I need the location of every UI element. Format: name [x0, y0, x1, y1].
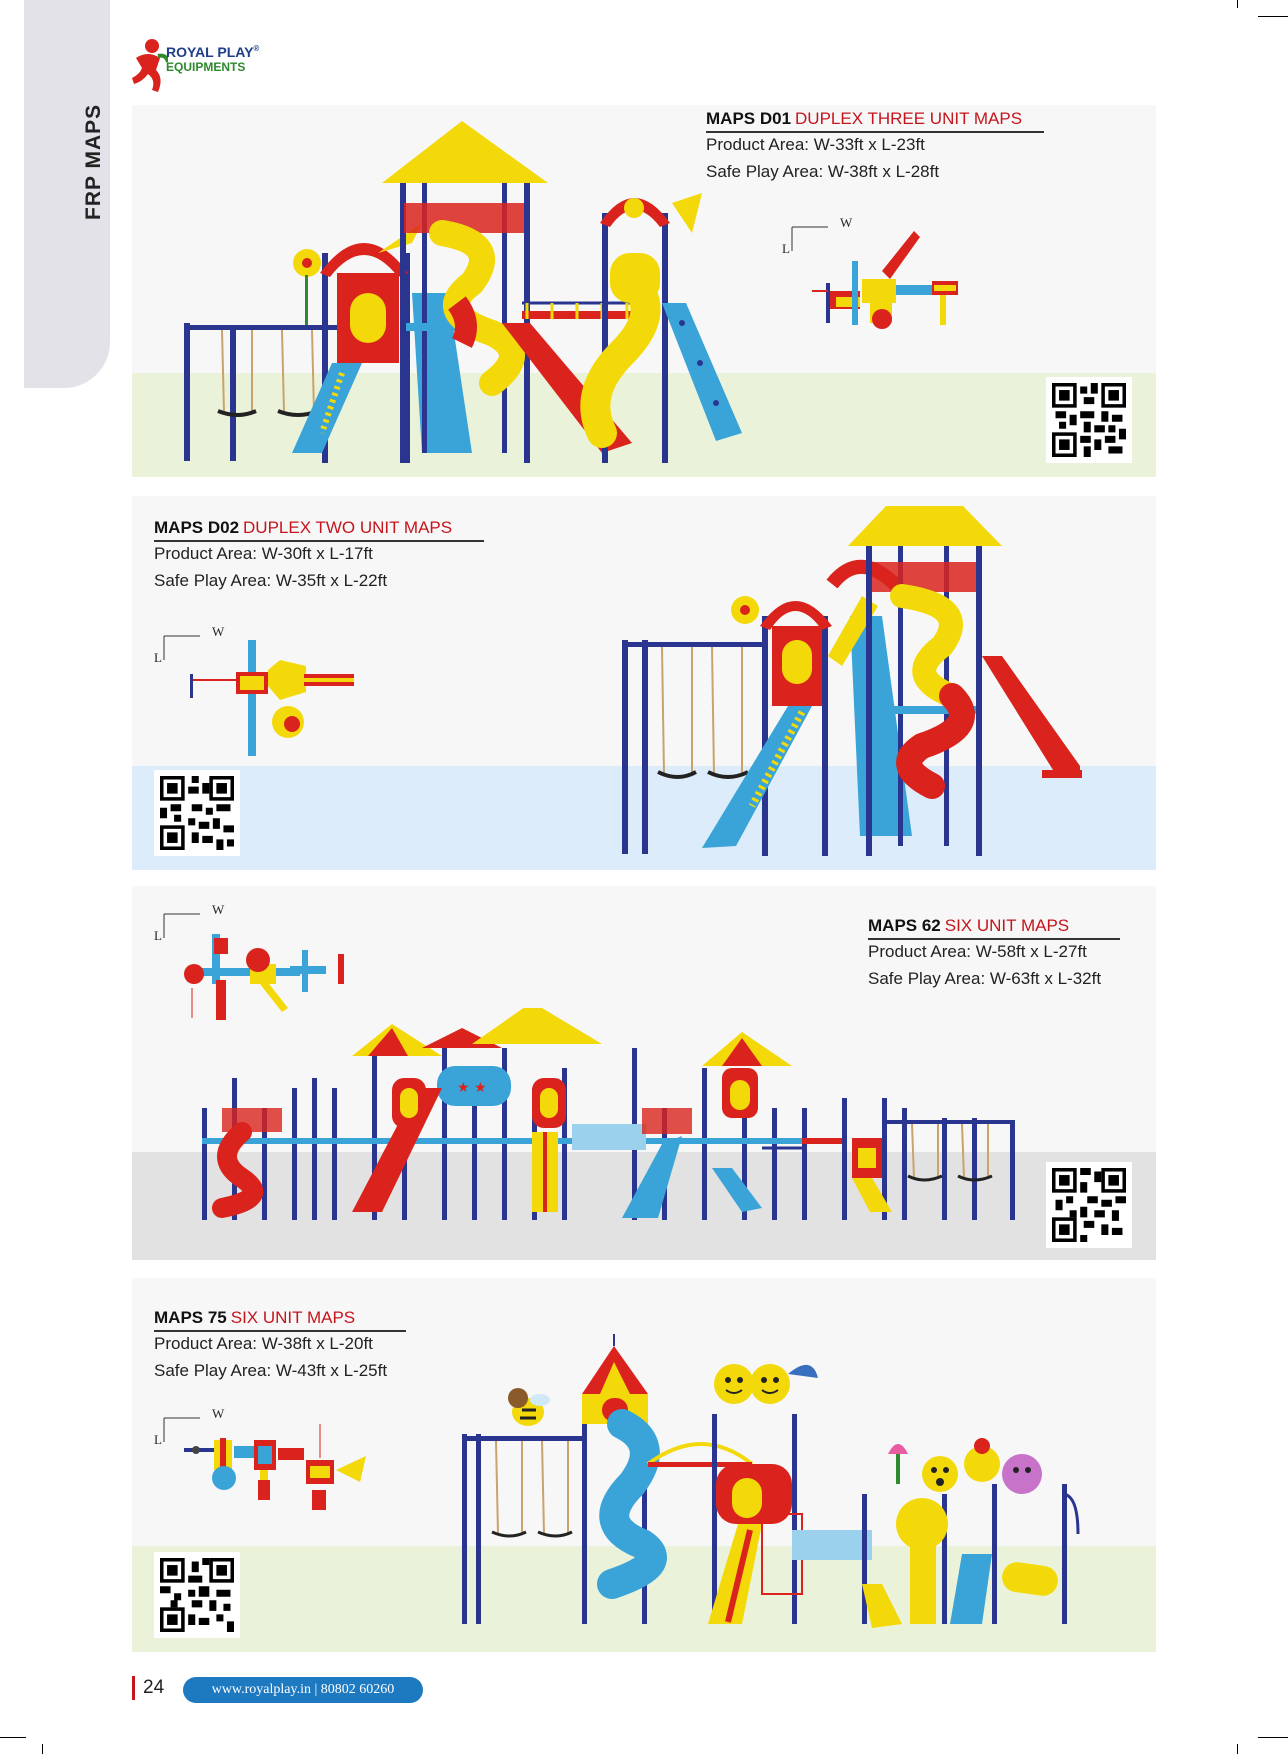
length-label: L: [154, 928, 162, 943]
qr-code[interactable]: [1046, 1162, 1132, 1248]
plan-axis-icon: [154, 630, 394, 760]
qr-code[interactable]: [154, 770, 240, 856]
product-specs: [154, 540, 387, 594]
qr-code-icon: [1052, 1168, 1126, 1242]
crop-mark: [1258, 16, 1288, 17]
width-label: W: [212, 1406, 225, 1421]
crop-mark: [1237, 1744, 1238, 1754]
product-title: [706, 109, 1022, 129]
width-label: W: [212, 624, 225, 639]
registered-mark: ®: [253, 44, 260, 53]
product-name: SIX UNIT MAPS: [944, 916, 1070, 935]
footer-contact-link[interactable]: www.royalplay.in | 80802 60260: [183, 1677, 423, 1703]
layout-plan: [782, 215, 992, 351]
product-panel-75: [132, 1278, 1156, 1652]
qr-code-icon: [160, 776, 234, 850]
svg-text:★ ★: ★ ★: [457, 1080, 487, 1096]
width-label: W: [840, 215, 853, 230]
crop-mark: [42, 1744, 43, 1754]
product-specs: [868, 938, 1101, 992]
crop-mark: [1258, 1737, 1288, 1738]
product-specs: [706, 131, 939, 185]
safe-play-area: Safe Play Area: W-38ft x L-28ft: [706, 162, 940, 181]
layout-plan: [154, 624, 364, 760]
length-label: L: [782, 241, 790, 256]
length-label: L: [154, 1432, 162, 1447]
product-area: Product Area: W-30ft x L-17ft: [154, 544, 373, 563]
safe-play-area: Safe Play Area: W-43ft x L-25ft: [154, 1361, 388, 1380]
product-name: SIX UNIT MAPS: [230, 1308, 356, 1327]
product-title: [868, 916, 1069, 936]
side-section-tab: [24, 0, 110, 388]
safe-play-area: Safe Play Area: W-35ft x L-22ft: [154, 571, 388, 590]
product-area: Product Area: W-33ft x L-23ft: [706, 135, 925, 154]
product-specs: [154, 1330, 387, 1384]
brand-subtitle: EQUIPMENTS: [166, 60, 246, 74]
product-name: DUPLEX THREE UNIT MAPS: [795, 109, 1023, 128]
product-code: MAPS D02: [154, 518, 240, 537]
crop-mark: [0, 1737, 26, 1738]
running-child-logo-icon: [128, 36, 168, 98]
safe-play-area: Safe Play Area: W-63ft x L-32ft: [868, 969, 1102, 988]
page-number: 24: [132, 1676, 164, 1700]
product-area: Product Area: W-38ft x L-20ft: [154, 1334, 373, 1353]
plan-axis-icon: [154, 1412, 394, 1542]
product-panel-d01: [132, 105, 1156, 477]
layout-plan: [154, 1406, 364, 1542]
product-panel-d02: [132, 496, 1156, 870]
product-name: DUPLEX TWO UNIT MAPS: [243, 518, 453, 537]
brand-name: ROYAL PLAY: [166, 44, 254, 60]
qr-code-icon: [1052, 383, 1126, 457]
playground-illustration: [602, 506, 1082, 870]
playground-illustration: [462, 1334, 1152, 1652]
playground-illustration: [202, 1008, 1032, 1258]
product-title: [154, 518, 452, 538]
product-area: Product Area: W-58ft x L-27ft: [868, 942, 1087, 961]
crop-mark: [1237, 0, 1238, 8]
section-label: FRP MAPS: [82, 103, 105, 220]
product-code: MAPS D01: [706, 109, 792, 128]
length-label: L: [154, 650, 162, 665]
product-title: [154, 1308, 355, 1328]
brand-logo: [128, 36, 288, 100]
product-panel-62: [132, 886, 1156, 1260]
qr-code[interactable]: [1046, 377, 1132, 463]
plan-axis-icon: [782, 221, 1022, 351]
product-code: MAPS 62: [868, 916, 941, 935]
product-code: MAPS 75: [154, 1308, 227, 1327]
width-label: W: [212, 902, 225, 917]
qr-code[interactable]: [154, 1552, 240, 1638]
qr-code-icon: [160, 1558, 234, 1632]
